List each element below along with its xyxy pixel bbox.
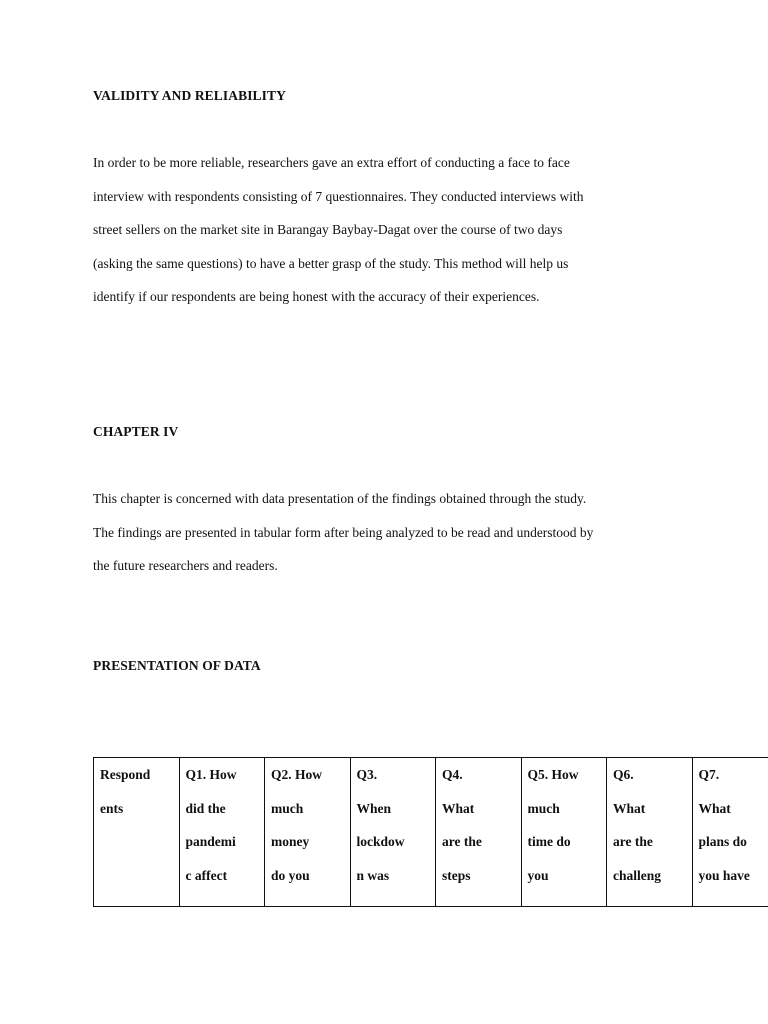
header-text-line: Q2. How bbox=[271, 767, 323, 782]
validity-paragraph bbox=[93, 146, 693, 314]
paragraph-line: The findings are presented in tabular form after being analyzed to be read and understood by bbox=[93, 524, 594, 540]
column-header-q7 bbox=[692, 758, 768, 907]
header-text-line: challeng bbox=[613, 867, 662, 883]
table-header-row bbox=[94, 758, 768, 907]
header-text-line: time do bbox=[527, 834, 571, 850]
paragraph-line: street sellers on the market site in Barangay Baybay-Dagat over the course of two days bbox=[93, 222, 563, 238]
header-text-line: Q7. bbox=[698, 767, 720, 782]
column-header-respondents bbox=[94, 758, 180, 907]
header-text-line: Q1. How bbox=[185, 767, 237, 782]
header-text-line: Q3. bbox=[356, 767, 378, 782]
paragraph-line: identify if our respondents are being honest with the accuracy of their experiences. bbox=[93, 289, 540, 305]
header-text-line: pandemi bbox=[185, 834, 236, 850]
header-text-line: did the bbox=[185, 800, 226, 816]
paragraph-line: (asking the same questions) to have a better grasp of the study. This method will help us bbox=[93, 255, 569, 271]
header-text-line: Q5. How bbox=[527, 767, 579, 782]
column-header-q3 bbox=[350, 758, 436, 907]
validity-heading: VALIDITY AND RELIABILITY bbox=[93, 88, 286, 103]
header-text-line: ents bbox=[100, 800, 124, 816]
column-header-q6 bbox=[607, 758, 693, 907]
header-text-line: money bbox=[271, 834, 310, 850]
header-text-line: Respond bbox=[100, 767, 151, 782]
header-text-line: you have bbox=[698, 867, 750, 883]
header-text-line: What bbox=[442, 800, 475, 816]
paragraph-line: interview with respondents consisting of 7 questionnaires. They conducted interviews with bbox=[93, 188, 584, 204]
column-header-q4 bbox=[436, 758, 522, 907]
header-text-line: Q4. bbox=[442, 767, 463, 782]
data-table bbox=[93, 757, 768, 907]
column-header-q5 bbox=[521, 758, 607, 907]
column-header-q2 bbox=[265, 758, 351, 907]
header-text-line: much bbox=[271, 800, 304, 816]
header-text-line: steps bbox=[442, 867, 471, 883]
header-text-line: you bbox=[527, 867, 549, 883]
header-text-line: What bbox=[613, 800, 646, 816]
header-text-line: much bbox=[527, 800, 560, 816]
chapter-heading: CHAPTER IV bbox=[93, 424, 179, 439]
column-header-q1 bbox=[179, 758, 265, 907]
header-text-line: c affect bbox=[185, 867, 228, 883]
header-text-line: Q6. bbox=[613, 767, 634, 782]
header-text-line: are the bbox=[613, 834, 653, 850]
header-text-line: do you bbox=[271, 867, 310, 883]
chapter-paragraph bbox=[93, 482, 693, 583]
presentation-heading: PRESENTATION OF DATA bbox=[93, 658, 261, 673]
header-text-line: When bbox=[356, 800, 392, 816]
paragraph-line: In order to be more reliable, researchers gave an extra effort of conducting a face to face bbox=[93, 155, 570, 170]
header-text-line: are the bbox=[442, 834, 482, 850]
paragraph-line: the future researchers and readers. bbox=[93, 558, 278, 574]
header-text-line: What bbox=[698, 800, 731, 816]
header-text-line: plans do bbox=[698, 834, 747, 850]
paragraph-line: This chapter is concerned with data presentation of the findings obtained through the study. bbox=[93, 491, 587, 506]
header-text-line: n was bbox=[356, 867, 390, 883]
header-text-line: lockdow bbox=[356, 834, 405, 850]
